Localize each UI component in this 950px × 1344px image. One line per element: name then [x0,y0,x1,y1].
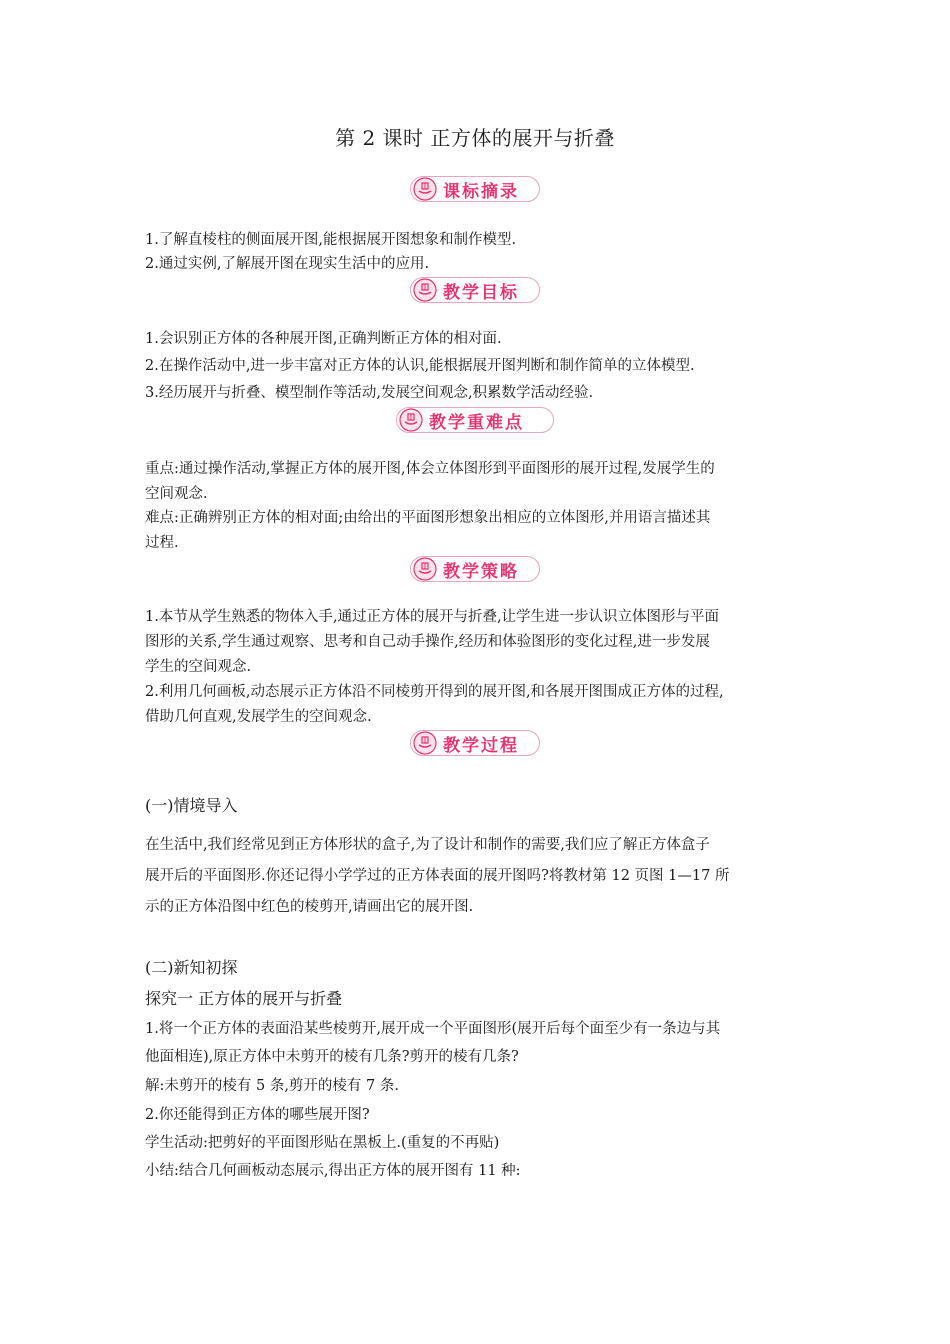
book-hand-icon [413,177,437,201]
section-heading: (二)新知初探 [145,958,238,977]
section-badge-process [410,730,540,756]
intro-line: 示的正方体沿图中红色的棱剪开,请画出它的展开图. [145,899,474,915]
book-hand-icon [413,731,437,755]
badge-label: 教学目标 [443,282,519,303]
difficulty-line: 过程. [145,535,179,551]
strategy-line: 2.利用几何画板,动态展示正方体沿不同棱剪开得到的展开图,和各展开图围成正方体的过程, [145,684,724,700]
section-badge-keypoints [396,407,554,433]
subsection-heading: 探究一 正方体的展开与折叠 [145,989,343,1008]
book-hand-icon [413,278,437,302]
key-point-line: 空间观念. [145,486,208,502]
section-badge-strategy [410,556,540,582]
badge-label: 课标摘录 [443,181,519,202]
section-badge-standards [410,176,540,202]
strategy-line: 1.本节从学生熟悉的物体入手,通过正方体的展开与折叠,让学生进一步认识立体图形与平面 [145,609,720,625]
strategy-line: 学生的空间观念. [145,659,252,675]
question-line: 1.将一个正方体的表面沿某些棱剪开,展开成一个平面图形(展开后每个面至少有一条边与其 [145,1021,721,1037]
standard-item: 1.了解直棱柱的侧面展开图,能根据展开图想象和制作模型. [145,232,517,248]
intro-line: 展开后的平面图形.你还记得小学学过的正方体表面的展开图吗?将教材第 12 页图 1—17 所 [145,868,730,884]
standard-item: 2.通过实例,了解展开图在现实生活中的应用. [145,256,430,272]
book-hand-icon [413,557,437,581]
strategy-line: 借助几何直观,发展学生的空间观念. [145,709,372,725]
goal-item: 3.经历展开与折叠、模型制作等活动,发展空间观念,积累数学活动经验. [145,385,594,401]
goal-item: 1.会识别正方体的各种展开图,正确判断正方体的相对面. [145,331,502,347]
badge-label: 教学重难点 [429,412,524,433]
question-line: 他面相连),原正方体中未剪开的棱有几条?剪开的棱有几条? [145,1049,519,1065]
difficulty-line: 难点:正确辨别正方体的相对面;由给出的平面图形想象出相应的立体图形,并用语言描述其 [145,510,711,526]
answer-line: 解:未剪开的棱有 5 条,剪开的棱有 7 条. [145,1078,399,1094]
section-badge-goals [410,277,540,303]
badge-label: 教学过程 [443,735,519,756]
question-line: 2.你还能得到正方体的哪些展开图? [145,1107,370,1123]
strategy-line: 图形的关系,学生通过观察、思考和自己动手操作,经历和体验图形的变化过程,进一步发展 [145,634,710,650]
section-heading: (一)情境导入 [145,796,238,815]
intro-line: 在生活中,我们经常见到正方体形状的盒子,为了设计和制作的需要,我们应了解正方体盒子 [145,837,710,853]
book-hand-icon [399,408,423,432]
key-point-line: 重点:通过操作活动,掌握正方体的展开图,体会立体图形到平面图形的展开过程,发展学生的 [145,461,715,477]
summary-line: 小结:结合几何画板动态展示,得出正方体的展开图有 11 种: [145,1163,521,1179]
badge-label: 教学策略 [443,561,519,582]
goal-item: 2.在操作活动中,进一步丰富对正方体的认识,能根据展开图判断和制作简单的立体模型. [145,358,695,374]
activity-line: 学生活动:把剪好的平面图形贴在黑板上.(重复的不再贴) [145,1135,500,1151]
page-title: 第 2 课时 正方体的展开与折叠 [335,126,615,150]
